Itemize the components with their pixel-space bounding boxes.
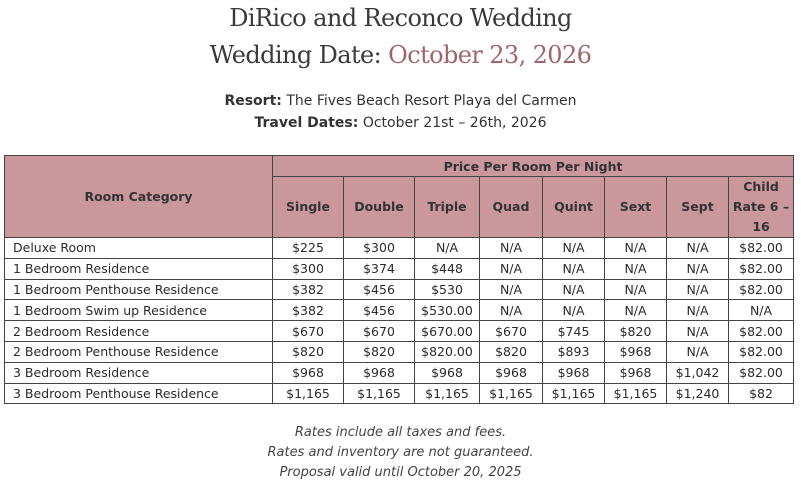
price-cell: $530 <box>415 279 480 300</box>
price-cell: $374 <box>344 258 415 279</box>
price-cell: $670.00 <box>415 321 480 342</box>
price-cell: $82.00 <box>729 341 794 362</box>
table-row <box>5 238 794 259</box>
wedding-date-line <box>0 41 801 69</box>
price-cell: $1,165 <box>605 383 667 404</box>
column-header-quint: Quint <box>543 177 605 238</box>
price-cell: N/A <box>480 238 543 259</box>
price-cell: N/A <box>667 300 729 321</box>
price-cell: $82.00 <box>729 362 794 383</box>
room-category-header: Room Category <box>5 156 273 238</box>
resort-line <box>0 93 801 109</box>
price-cell: $1,165 <box>480 383 543 404</box>
footer-note-taxes: Rates include all taxes and fees. <box>294 425 507 440</box>
column-header-triple: Triple <box>415 177 480 238</box>
footer-note-inventory: Rates and inventory are not guaranteed. <box>267 445 534 460</box>
price-cell: N/A <box>543 279 605 300</box>
room-name-cell: 3 Bedroom Residence <box>5 362 273 383</box>
travel-dates-value: October 21st – 26th, 2026 <box>362 115 547 131</box>
price-cell: $82 <box>729 383 794 404</box>
column-header-double: Double <box>344 177 415 238</box>
price-cell: $82.00 <box>729 258 794 279</box>
room-name-cell: 2 Bedroom Penthouse Residence <box>5 341 273 362</box>
table-row <box>5 341 794 362</box>
price-cell: $448 <box>415 258 480 279</box>
price-cell: $530.00 <box>415 300 480 321</box>
price-cell: N/A <box>543 238 605 259</box>
room-name-cell: 1 Bedroom Penthouse Residence <box>5 279 273 300</box>
page-title: DiRico and Reconco Wedding <box>229 4 572 32</box>
price-cell: N/A <box>605 258 667 279</box>
column-header-single: Single <box>273 177 344 238</box>
price-cell: $745 <box>543 321 605 342</box>
price-cell: $820 <box>605 321 667 342</box>
price-cell: $1,042 <box>667 362 729 383</box>
price-cell: $968 <box>605 362 667 383</box>
rates-table <box>4 155 794 404</box>
price-cell: N/A <box>480 300 543 321</box>
price-cell: $670 <box>273 321 344 342</box>
price-cell: $968 <box>273 362 344 383</box>
column-header-sept: Sept <box>667 177 729 238</box>
price-cell: $225 <box>273 238 344 259</box>
price-cell: N/A <box>543 258 605 279</box>
price-cell: $968 <box>480 362 543 383</box>
price-cell: N/A <box>667 258 729 279</box>
price-cell: N/A <box>667 321 729 342</box>
wedding-date-value: October 23, 2026 <box>388 41 592 69</box>
price-cell: $968 <box>344 362 415 383</box>
travel-dates-line <box>0 115 801 131</box>
footer-note-validity: Proposal valid until October 20, 2025 <box>279 465 522 480</box>
table-row <box>5 383 794 404</box>
price-cell: N/A <box>480 258 543 279</box>
table-row <box>5 258 794 279</box>
price-cell: $893 <box>543 341 605 362</box>
resort-label: Resort: <box>224 93 282 109</box>
price-cell: $1,165 <box>273 383 344 404</box>
table-row <box>5 321 794 342</box>
price-cell: N/A <box>415 238 480 259</box>
price-cell: $1,165 <box>415 383 480 404</box>
price-cell: $1,240 <box>667 383 729 404</box>
price-cell: $820 <box>344 341 415 362</box>
table-row <box>5 300 794 321</box>
price-cell: N/A <box>667 238 729 259</box>
column-header-quad: Quad <box>480 177 543 238</box>
room-name-cell: 3 Bedroom Penthouse Residence <box>5 383 273 404</box>
price-cell: $968 <box>605 341 667 362</box>
room-name-cell: 1 Bedroom Residence <box>5 258 273 279</box>
table-row <box>5 362 794 383</box>
price-cell: $300 <box>344 238 415 259</box>
column-header-sext: Sext <box>605 177 667 238</box>
price-cell: N/A <box>605 279 667 300</box>
price-cell: N/A <box>667 279 729 300</box>
price-cell: $968 <box>415 362 480 383</box>
price-cell: $670 <box>480 321 543 342</box>
price-cell: $300 <box>273 258 344 279</box>
price-cell: $1,165 <box>543 383 605 404</box>
price-cell: $670 <box>344 321 415 342</box>
price-cell: N/A <box>605 238 667 259</box>
rates-table-body <box>5 238 794 404</box>
price-cell: $968 <box>543 362 605 383</box>
price-cell: N/A <box>605 300 667 321</box>
price-cell: N/A <box>729 300 794 321</box>
price-cell: $82.00 <box>729 321 794 342</box>
price-cell: $382 <box>273 300 344 321</box>
price-cell: $1,165 <box>344 383 415 404</box>
room-name-cell: Deluxe Room <box>5 238 273 259</box>
price-cell: $82.00 <box>729 238 794 259</box>
price-cell: $456 <box>344 300 415 321</box>
price-cell: $820 <box>273 341 344 362</box>
column-header-child-rate: Child Rate 6 – 16 <box>729 177 794 238</box>
price-cell: $820 <box>480 341 543 362</box>
price-cell: $456 <box>344 279 415 300</box>
price-cell: N/A <box>480 279 543 300</box>
resort-value: The Fives Beach Resort Playa del Carmen <box>286 93 577 109</box>
room-name-cell: 2 Bedroom Residence <box>5 321 273 342</box>
price-cell: N/A <box>667 341 729 362</box>
room-name-cell: 1 Bedroom Swim up Residence <box>5 300 273 321</box>
price-cell: $382 <box>273 279 344 300</box>
wedding-date-label: Wedding Date: <box>209 41 382 69</box>
price-group-header: Price Per Room Per Night <box>273 156 794 177</box>
price-cell: $82.00 <box>729 279 794 300</box>
table-row <box>5 279 794 300</box>
travel-dates-label: Travel Dates: <box>254 115 359 131</box>
price-cell: N/A <box>543 300 605 321</box>
price-cell: $820.00 <box>415 341 480 362</box>
